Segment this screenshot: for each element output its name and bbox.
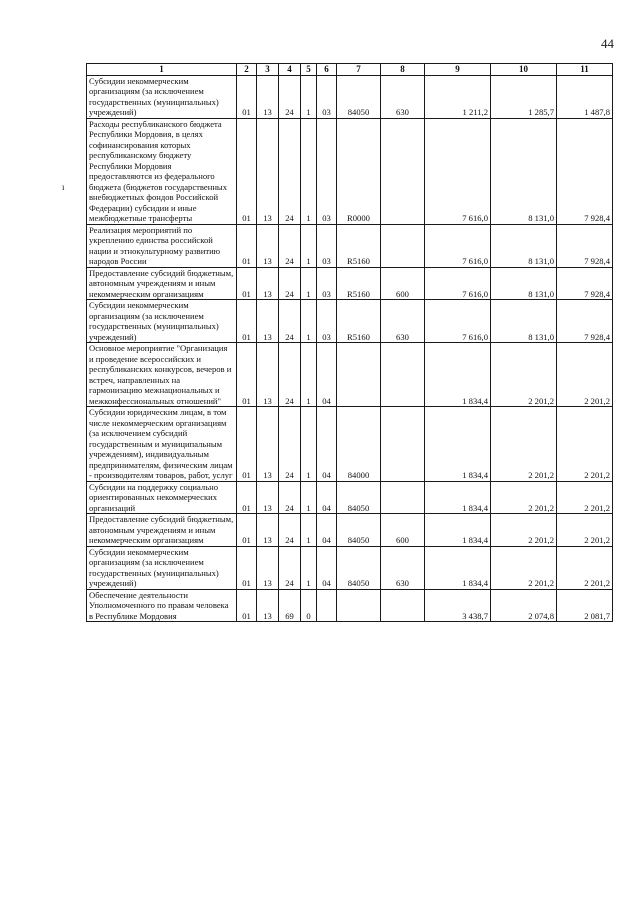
row-value-cell: 2 201,2 [491, 343, 557, 407]
row-name-cell: Субсидии некоммерческим организациям (за исключением государственных (муниципальных) учреждений) [87, 546, 237, 589]
row-value-cell: 630 [381, 75, 425, 118]
row-value-cell: 1 211,2 [425, 75, 491, 118]
row-value-cell: 03 [317, 267, 337, 300]
table-row [87, 514, 613, 547]
scan-artifact: ı [62, 182, 65, 192]
row-value-cell: 8 131,0 [491, 267, 557, 300]
row-value-cell: 84050 [337, 546, 381, 589]
row-name-cell: Субсидии некоммерческим организациям (за исключением государственных (муниципальных) учреждений) [87, 300, 237, 343]
row-value-cell: 84050 [337, 514, 381, 547]
row-value-cell [381, 118, 425, 224]
table-row [87, 407, 613, 482]
row-value-cell: 2 081,7 [557, 589, 613, 622]
row-value-cell: 2 201,2 [557, 481, 613, 514]
row-value-cell: 13 [257, 546, 279, 589]
row-value-cell: 13 [257, 481, 279, 514]
row-value-cell: 2 201,2 [491, 407, 557, 482]
row-value-cell: 03 [317, 224, 337, 267]
row-value-cell: 1 285,7 [491, 75, 557, 118]
row-value-cell: 01 [237, 75, 257, 118]
table-row [87, 481, 613, 514]
table-row [87, 267, 613, 300]
row-value-cell: 24 [279, 224, 301, 267]
row-value-cell: 84050 [337, 481, 381, 514]
row-name-cell: Субсидии некоммерческим организациям (за исключением государственных (муниципальных) учреждений) [87, 75, 237, 118]
row-value-cell: 24 [279, 514, 301, 547]
row-name-cell: Основное мероприятие "Организация и проведение всероссийских и республиканских конкурсов, вечеров и встреч, направленных на гармонизацию межнациональных и межконфессиональных отношений" [87, 343, 237, 407]
row-value-cell: 24 [279, 118, 301, 224]
row-value-cell: 13 [257, 343, 279, 407]
page-number: 44 [601, 36, 614, 51]
row-value-cell: 01 [237, 267, 257, 300]
table-row [87, 224, 613, 267]
row-value-cell: 8 131,0 [491, 118, 557, 224]
row-name-cell: Субсидии на поддержку социально ориентированных некоммерческих организаций [87, 481, 237, 514]
row-value-cell: 1 834,4 [425, 343, 491, 407]
row-value-cell: 7 928,4 [557, 267, 613, 300]
row-value-cell: 01 [237, 300, 257, 343]
row-value-cell: 630 [381, 300, 425, 343]
row-value-cell: 13 [257, 589, 279, 622]
row-value-cell: 1 834,4 [425, 481, 491, 514]
row-value-cell: R0000 [337, 118, 381, 224]
row-value-cell: 03 [317, 75, 337, 118]
row-value-cell: 13 [257, 267, 279, 300]
row-value-cell: 24 [279, 75, 301, 118]
row-value-cell: 600 [381, 267, 425, 300]
row-value-cell: 1 834,4 [425, 514, 491, 547]
row-value-cell: 01 [237, 224, 257, 267]
row-name-cell: Предоставление субсидий бюджетным, автономным учреждениям и иным некоммерческим организациям [87, 267, 237, 300]
row-value-cell: 0 [301, 589, 317, 622]
row-value-cell: 2 201,2 [557, 514, 613, 547]
row-value-cell: 7 928,4 [557, 300, 613, 343]
header-cell: 6 [317, 64, 337, 76]
row-value-cell: 04 [317, 546, 337, 589]
row-value-cell: 13 [257, 224, 279, 267]
row-value-cell: 1 [301, 514, 317, 547]
row-value-cell: 1 834,4 [425, 546, 491, 589]
row-value-cell [381, 224, 425, 267]
row-value-cell: 04 [317, 481, 337, 514]
row-value-cell: 2 201,2 [491, 514, 557, 547]
row-value-cell: 1 [301, 407, 317, 482]
row-name-cell: Расходы республиканского бюджета Республики Мордовия, в целях софинансирования которых республиканскому бюджету Республики Мордовия предоставляются из федерального бюджета (бюджетов государственных внебюджетных фондов Российской Федерации) субсидии и иные межбюджетные трансферты [87, 118, 237, 224]
row-name-cell: Реализация мероприятий по укреплению единства российской нации и этнокультурному развитию народов России [87, 224, 237, 267]
row-value-cell: 1 487,8 [557, 75, 613, 118]
row-name-cell: Обеспечение деятельности Уполномоченного по правам человека в Республике Мордовия [87, 589, 237, 622]
row-value-cell: 13 [257, 118, 279, 224]
row-value-cell: 03 [317, 118, 337, 224]
header-cell: 5 [301, 64, 317, 76]
row-value-cell [381, 589, 425, 622]
header-cell: 3 [257, 64, 279, 76]
header-cell: 4 [279, 64, 301, 76]
row-value-cell: R5160 [337, 224, 381, 267]
row-value-cell: 04 [317, 407, 337, 482]
row-value-cell: 1 [301, 546, 317, 589]
budget-table [86, 63, 613, 622]
row-value-cell: 24 [279, 481, 301, 514]
header-cell: 1 [87, 64, 237, 76]
row-value-cell: 24 [279, 267, 301, 300]
row-value-cell [381, 481, 425, 514]
row-value-cell: 24 [279, 343, 301, 407]
row-value-cell: 7 616,0 [425, 267, 491, 300]
row-value-cell: 03 [317, 300, 337, 343]
row-value-cell: 04 [317, 343, 337, 407]
row-value-cell: 1 834,4 [425, 407, 491, 482]
row-value-cell: 1 [301, 224, 317, 267]
row-value-cell [381, 343, 425, 407]
row-value-cell [381, 407, 425, 482]
row-value-cell: 69 [279, 589, 301, 622]
row-value-cell: 1 [301, 267, 317, 300]
row-value-cell [317, 589, 337, 622]
row-value-cell: 1 [301, 481, 317, 514]
row-value-cell: 630 [381, 546, 425, 589]
row-value-cell: 01 [237, 481, 257, 514]
row-value-cell: 13 [257, 514, 279, 547]
row-value-cell: 2 074,8 [491, 589, 557, 622]
row-name-cell: Предоставление субсидий бюджетным, автономным учреждениям и иным некоммерческим организациям [87, 514, 237, 547]
row-value-cell: 01 [237, 546, 257, 589]
row-value-cell: 1 [301, 75, 317, 118]
row-value-cell: 24 [279, 300, 301, 343]
table-row [87, 118, 613, 224]
row-value-cell [337, 589, 381, 622]
row-value-cell: 13 [257, 75, 279, 118]
table-row [87, 546, 613, 589]
row-value-cell: R5160 [337, 267, 381, 300]
row-value-cell: 01 [237, 407, 257, 482]
row-value-cell: 7 616,0 [425, 118, 491, 224]
row-value-cell: 01 [237, 514, 257, 547]
row-value-cell: 8 131,0 [491, 300, 557, 343]
row-value-cell: 1 [301, 343, 317, 407]
row-value-cell: 2 201,2 [491, 481, 557, 514]
row-value-cell: 3 438,7 [425, 589, 491, 622]
row-value-cell: R5160 [337, 300, 381, 343]
row-value-cell: 1 [301, 300, 317, 343]
row-name-cell: Субсидии юридическим лицам, в том числе некоммерческим организациям (за исключением субсидий государственным и муниципальным учреждениям), индивидуальным предпринимателям, физическим лицам - производителям товаров, работ, услуг [87, 407, 237, 482]
row-value-cell: 7 616,0 [425, 300, 491, 343]
table-row [87, 343, 613, 407]
row-value-cell: 2 201,2 [557, 546, 613, 589]
row-value-cell: 13 [257, 300, 279, 343]
header-cell: 10 [491, 64, 557, 76]
header-row [87, 64, 613, 76]
row-value-cell: 13 [257, 407, 279, 482]
row-value-cell: 01 [237, 343, 257, 407]
row-value-cell: 2 201,2 [491, 546, 557, 589]
header-cell: 7 [337, 64, 381, 76]
row-value-cell: 7 928,4 [557, 118, 613, 224]
row-value-cell: 1 [301, 118, 317, 224]
row-value-cell: 7 616,0 [425, 224, 491, 267]
header-cell: 9 [425, 64, 491, 76]
row-value-cell: 8 131,0 [491, 224, 557, 267]
row-value-cell: 84000 [337, 407, 381, 482]
table-row [87, 300, 613, 343]
row-value-cell: 01 [237, 589, 257, 622]
row-value-cell: 24 [279, 407, 301, 482]
row-value-cell [337, 343, 381, 407]
row-value-cell: 600 [381, 514, 425, 547]
header-cell: 2 [237, 64, 257, 76]
row-value-cell: 84050 [337, 75, 381, 118]
row-value-cell: 01 [237, 118, 257, 224]
header-cell: 11 [557, 64, 613, 76]
table-row [87, 75, 613, 118]
table-row [87, 589, 613, 622]
row-value-cell: 04 [317, 514, 337, 547]
row-value-cell: 7 928,4 [557, 224, 613, 267]
row-value-cell: 2 201,2 [557, 407, 613, 482]
row-value-cell: 24 [279, 546, 301, 589]
header-cell: 8 [381, 64, 425, 76]
row-value-cell: 2 201,2 [557, 343, 613, 407]
